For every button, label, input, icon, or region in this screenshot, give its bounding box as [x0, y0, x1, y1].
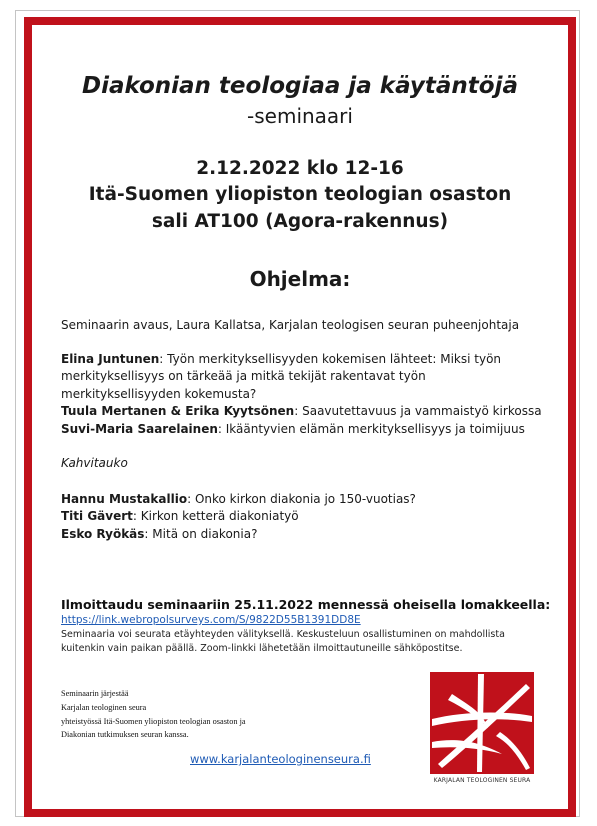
organizer-line: Karjalan teologinen seura	[61, 702, 147, 712]
society-logo	[430, 672, 534, 788]
event-venue-line-2: sali AT100 (Agora-rakennus)	[151, 211, 449, 232]
talk-topic: Ikääntyvien elämän merkityksellisyys ja toimijuus	[225, 421, 525, 436]
program-item: Hannu Mustakallio: Onko kirkon diakonia jo 150-vuotias?	[61, 491, 416, 506]
speaker-name: Esko Ryökäs	[61, 526, 145, 541]
talk-topic: Kirkon ketterä diakoniatyö	[140, 509, 299, 523]
talk-topic: Mitä on diakonia?	[152, 526, 258, 541]
speaker-name: Elina Juntunen	[61, 351, 160, 366]
logo-caption: KARJALAN TEOLOGINEN SEURA	[433, 777, 531, 784]
event-venue-line-1: Itä-Suomen yliopiston teologian osaston	[88, 184, 512, 205]
cross-logo-icon	[430, 672, 534, 774]
website-link[interactable]: www.karjalanteologinenseura.fi	[190, 752, 371, 766]
talk-topic: Saavutettavuus ja vammaistyö kirkossa	[302, 404, 542, 418]
coffee-break: Kahvitauko	[61, 456, 128, 470]
talk-topic: Onko kirkon diakonia jo 150-vuotias?	[194, 491, 416, 506]
registration-note-line: kuitenkin vain paikan päällä. Zoom-linkki lähetetään ilmoittautuneille sähköpostitse.	[61, 643, 463, 654]
talk-topic-continued: merkityksellisyyden kokemusta?	[61, 386, 257, 401]
poster-title: Diakonian teologiaa ja käytäntöjä	[81, 73, 518, 99]
registration-link[interactable]: https://link.webropolsurveys.com/S/9822D55B1391DD8E	[61, 614, 361, 626]
registration-heading: Ilmoittaudu seminaariin 25.11.2022 mennessä oheisella lomakkeella:	[61, 597, 551, 612]
talk-topic: Työn merkityksellisyyden kokemisen lähteet: Miksi työn	[167, 351, 502, 366]
organizer-info	[61, 687, 321, 742]
speaker-name: Suvi-Maria Saarelainen	[61, 421, 218, 436]
talk-topic-continued: merkityksellisyys on tärkeää ja mitkä tekijät rakentavat työn	[61, 369, 426, 383]
registration-note-line: Seminaaria voi seurata etäyhteyden välityksellä. Keskusteluun osallistuminen on mahdollista	[61, 629, 505, 640]
poster-subtitle: -seminaari	[247, 104, 353, 128]
program-item: Esko Ryökäs: Mitä on diakonia?	[61, 526, 258, 541]
program-heading: Ohjelma:	[249, 267, 351, 291]
organizer-line: Diakonian tutkimuksen seuran kanssa.	[61, 730, 189, 740]
organizer-line: Seminaarin järjestää	[61, 689, 129, 698]
speaker-name: Tuula Mertanen & Erika Kyytsönen	[61, 404, 295, 418]
program-opening: Seminaarin avaus, Laura Kallatsa, Karjalan teologisen seuran puheenjohtaja	[61, 318, 520, 332]
speaker-name: Hannu Mustakallio	[61, 491, 188, 506]
speaker-name: Titi Gävert	[61, 509, 133, 523]
registration-section	[61, 596, 561, 656]
program-item: Elina Juntunen: Työn merkityksellisyyden kokemisen lähteet: Miksi työn	[61, 351, 502, 366]
program-item: Titi Gävert: Kirkon ketterä diakoniatyö	[61, 509, 299, 523]
program-item: Tuula Mertanen & Erika Kyytsönen: Saavutettavuus ja vammaistyö kirkossa	[61, 404, 542, 418]
program-list	[61, 317, 561, 543]
program-item: Suvi-Maria Saarelainen: Ikääntyvien elämän merkityksellisyys ja toimijuus	[61, 421, 525, 436]
organizer-line: yhteistyössä Itä-Suomen yliopiston teologian osaston ja	[61, 716, 246, 726]
event-date-time: 2.12.2022 klo 12-16	[196, 158, 404, 179]
